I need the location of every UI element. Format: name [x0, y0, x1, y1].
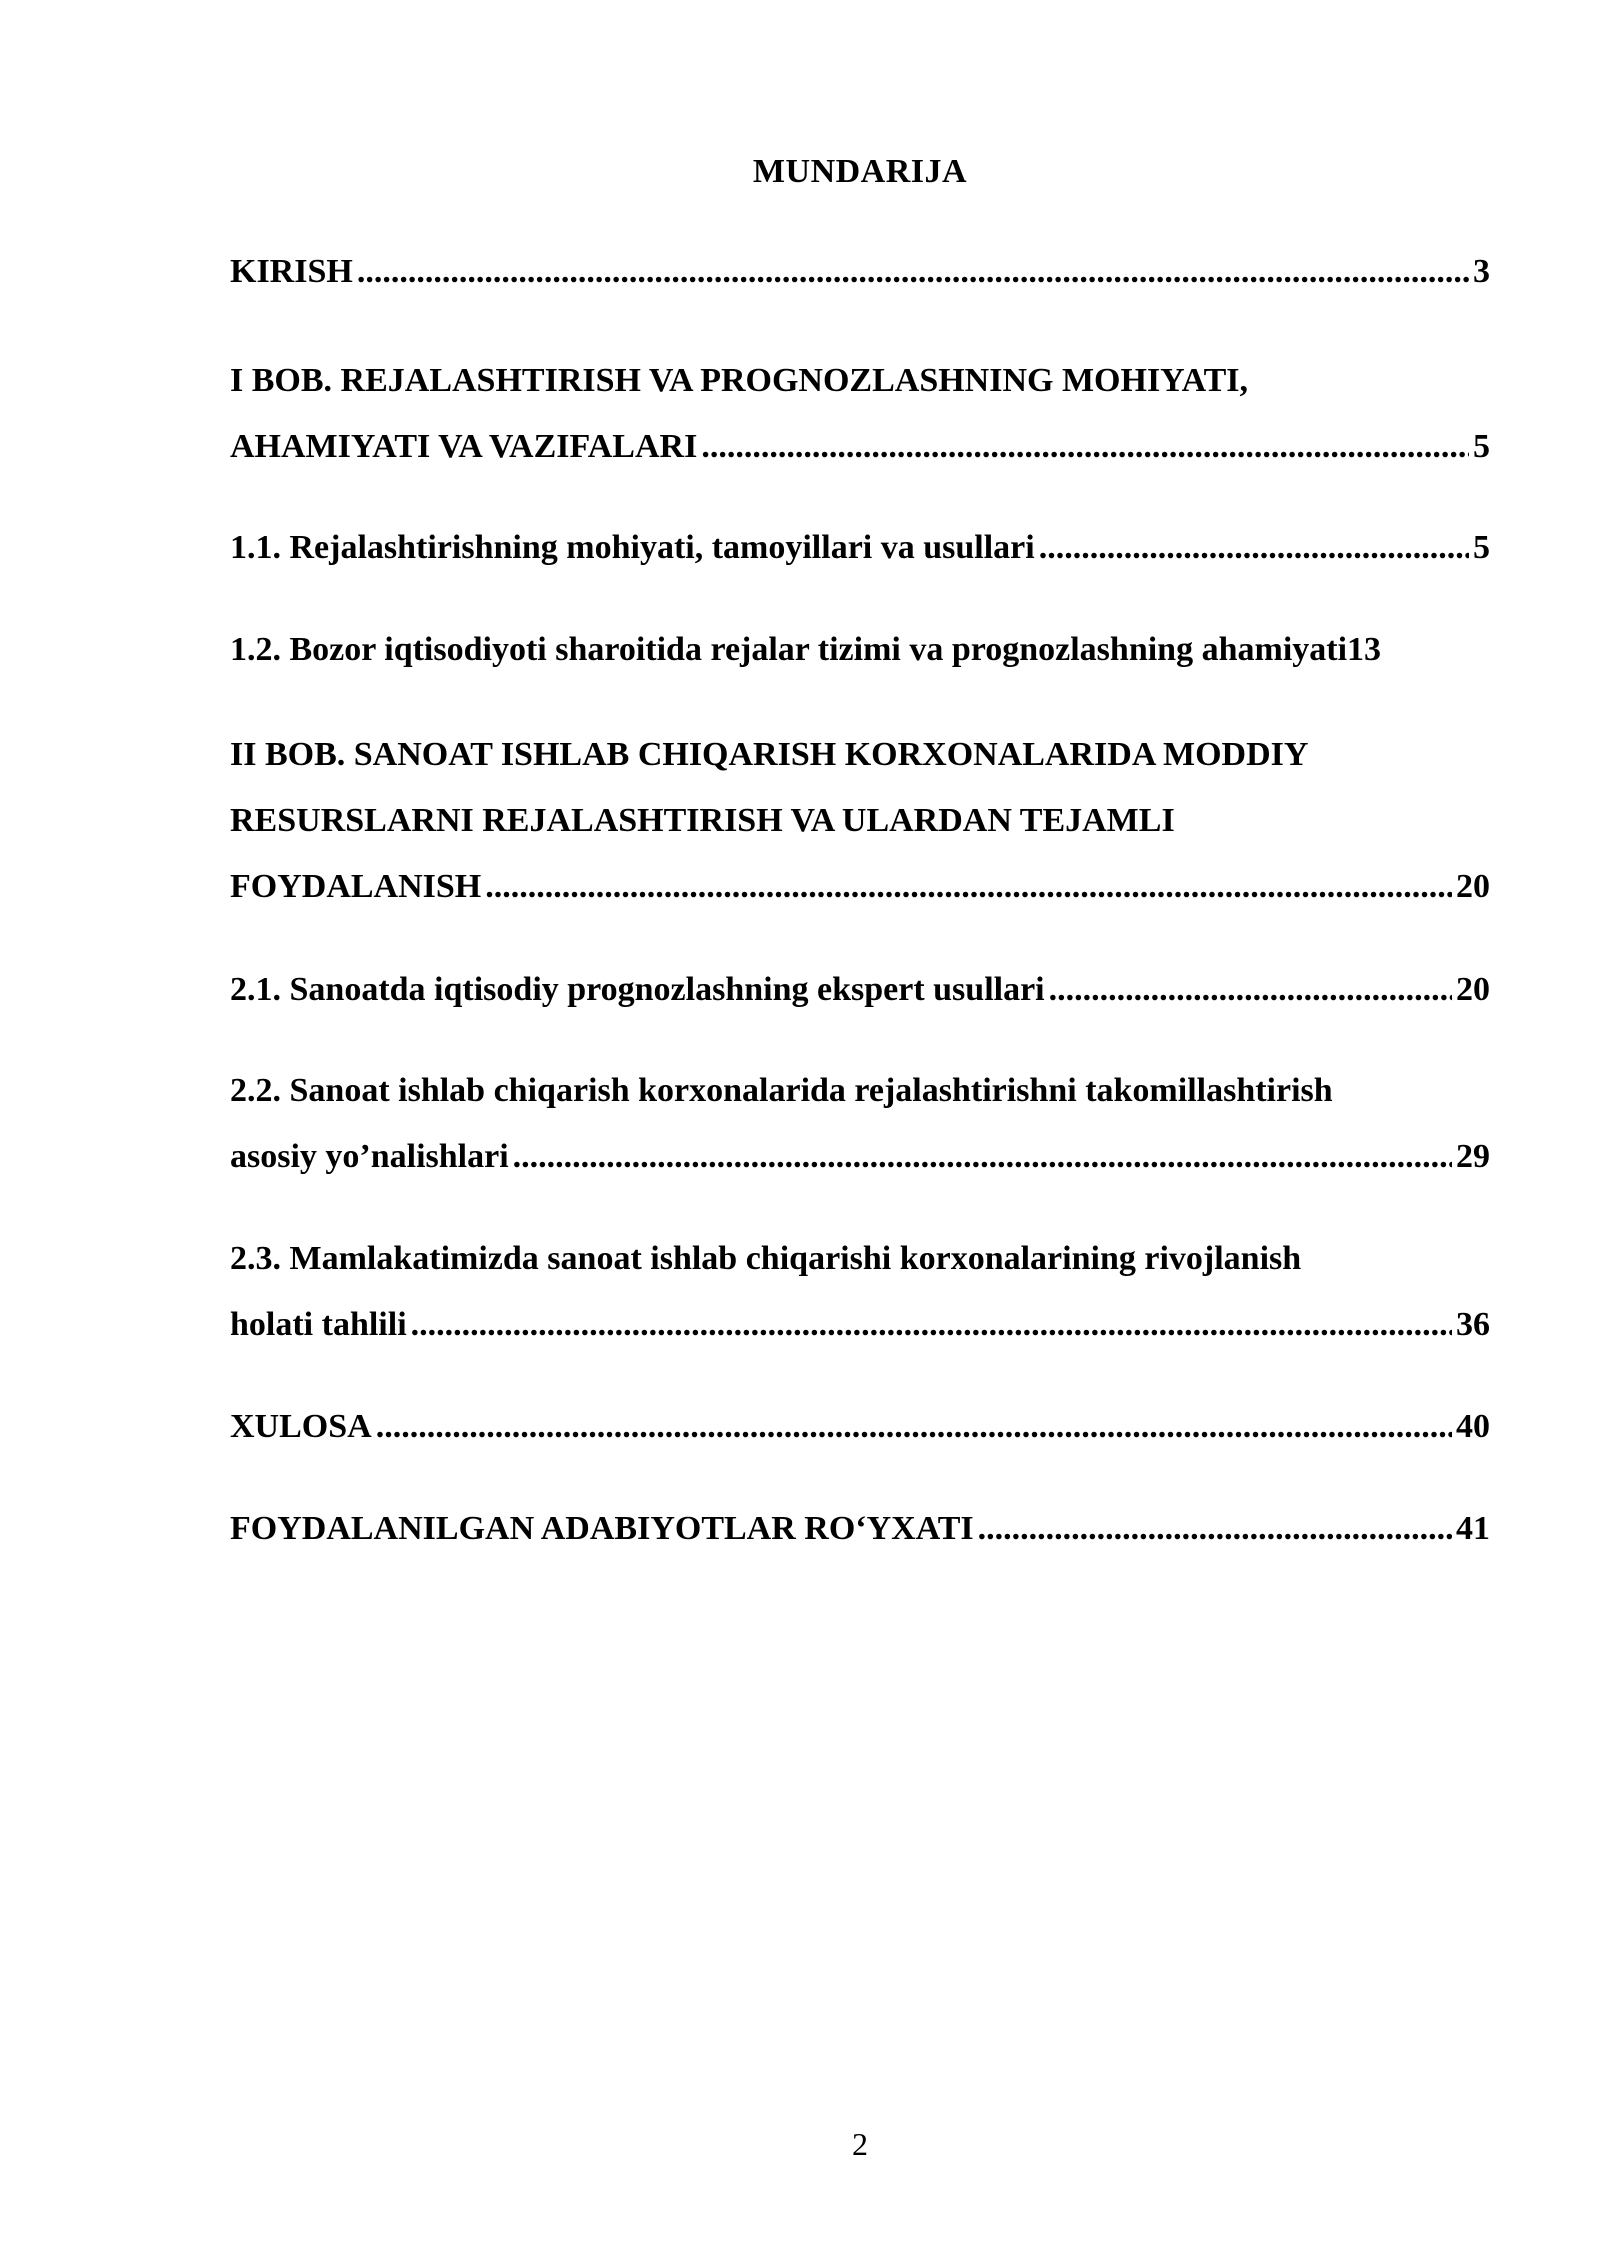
dot-leader	[376, 1394, 1452, 1460]
toc-entry-title: 1.1. Rejalashtirishning mohiyati, tamoyillari va usullari	[230, 529, 1035, 566]
toc-page-number: 5	[1473, 428, 1490, 465]
dot-leader	[1039, 515, 1469, 581]
dot-leader	[485, 854, 1452, 920]
toc-entry-title-line: 2.3. Mamlakatimizda sanoat ishlab chiqarishi korxonalarining rivojlanish	[230, 1240, 1302, 1277]
toc-page-number: 5	[1473, 529, 1490, 566]
toc-entry-title-line: II BOB. SANOAT ISHLAB CHIQARISH KORXONALARIDA MODDIY	[230, 736, 1309, 773]
dot-leader	[411, 1292, 1452, 1358]
toc-entry-title: asosiy yo’nalishlari	[230, 1138, 509, 1175]
toc-entry-title: AHAMIYATI VA VAZIFALARI	[230, 428, 698, 465]
toc-entry-title-line: RESURSLARNI REJALASHTIRISH VA ULARDAN TEJAMLI	[230, 802, 1175, 839]
toc-entry-title: holati tahlili	[230, 1306, 407, 1343]
toc-page-number: 36	[1456, 1306, 1490, 1343]
toc-page-number: 13	[1347, 631, 1382, 668]
toc-entry-chapter-2	[230, 722, 1490, 920]
toc-entry-xulosa	[230, 1394, 1490, 1460]
toc-entry-section-2-1	[230, 957, 1490, 1023]
toc-entry-title-line: I BOB. REJALASHTIRISH VA PROGNOZLASHNING MOHIYATI,	[230, 362, 1249, 399]
dot-leader	[978, 1496, 1452, 1562]
toc-page-number: 3	[1473, 253, 1490, 290]
toc-entry-title: KIRISH	[230, 253, 353, 290]
page-title: MUNDARIJA	[752, 153, 968, 190]
toc-page-number: 41	[1456, 1510, 1490, 1547]
page-number: 2	[852, 2126, 868, 2162]
toc-entry-section-2-3	[230, 1226, 1490, 1358]
dot-leader	[357, 239, 1469, 305]
toc-entry-kirish	[230, 239, 1490, 305]
dot-leader	[701, 414, 1469, 480]
toc-entry-title: FOYDALANILGAN ADABIYOTLAR RO‘YXATI	[230, 1510, 974, 1547]
toc-entry-chapter-1	[230, 348, 1490, 480]
toc-entry-title: 1.2. Bozor iqtisodiyoti sharoitida rejalar tizimi va prognozlashning ahamiyati	[230, 631, 1348, 668]
toc-page-number: 20	[1456, 868, 1490, 905]
toc-entry-section-1-2	[230, 617, 1530, 683]
toc-entry-section-1-1	[230, 515, 1490, 581]
toc-page-number: 40	[1456, 1408, 1490, 1445]
toc-entry-references	[230, 1496, 1490, 1562]
toc-entry-title-line: 2.2. Sanoat ishlab chiqarish korxonalarida rejalashtirishni takomillashtirish	[230, 1072, 1333, 1109]
toc-page-number: 20	[1456, 971, 1490, 1008]
toc-page-number: 29	[1456, 1138, 1490, 1175]
toc-entry-title: FOYDALANISH	[230, 868, 482, 905]
toc-entry-title: XULOSA	[230, 1408, 372, 1445]
dot-leader	[513, 1124, 1452, 1190]
dot-leader	[1049, 957, 1452, 1023]
toc-entry-section-2-2	[230, 1058, 1490, 1190]
toc-entry-title: 2.1. Sanoatda iqtisodiy prognozlashning ekspert usullari	[230, 971, 1045, 1008]
